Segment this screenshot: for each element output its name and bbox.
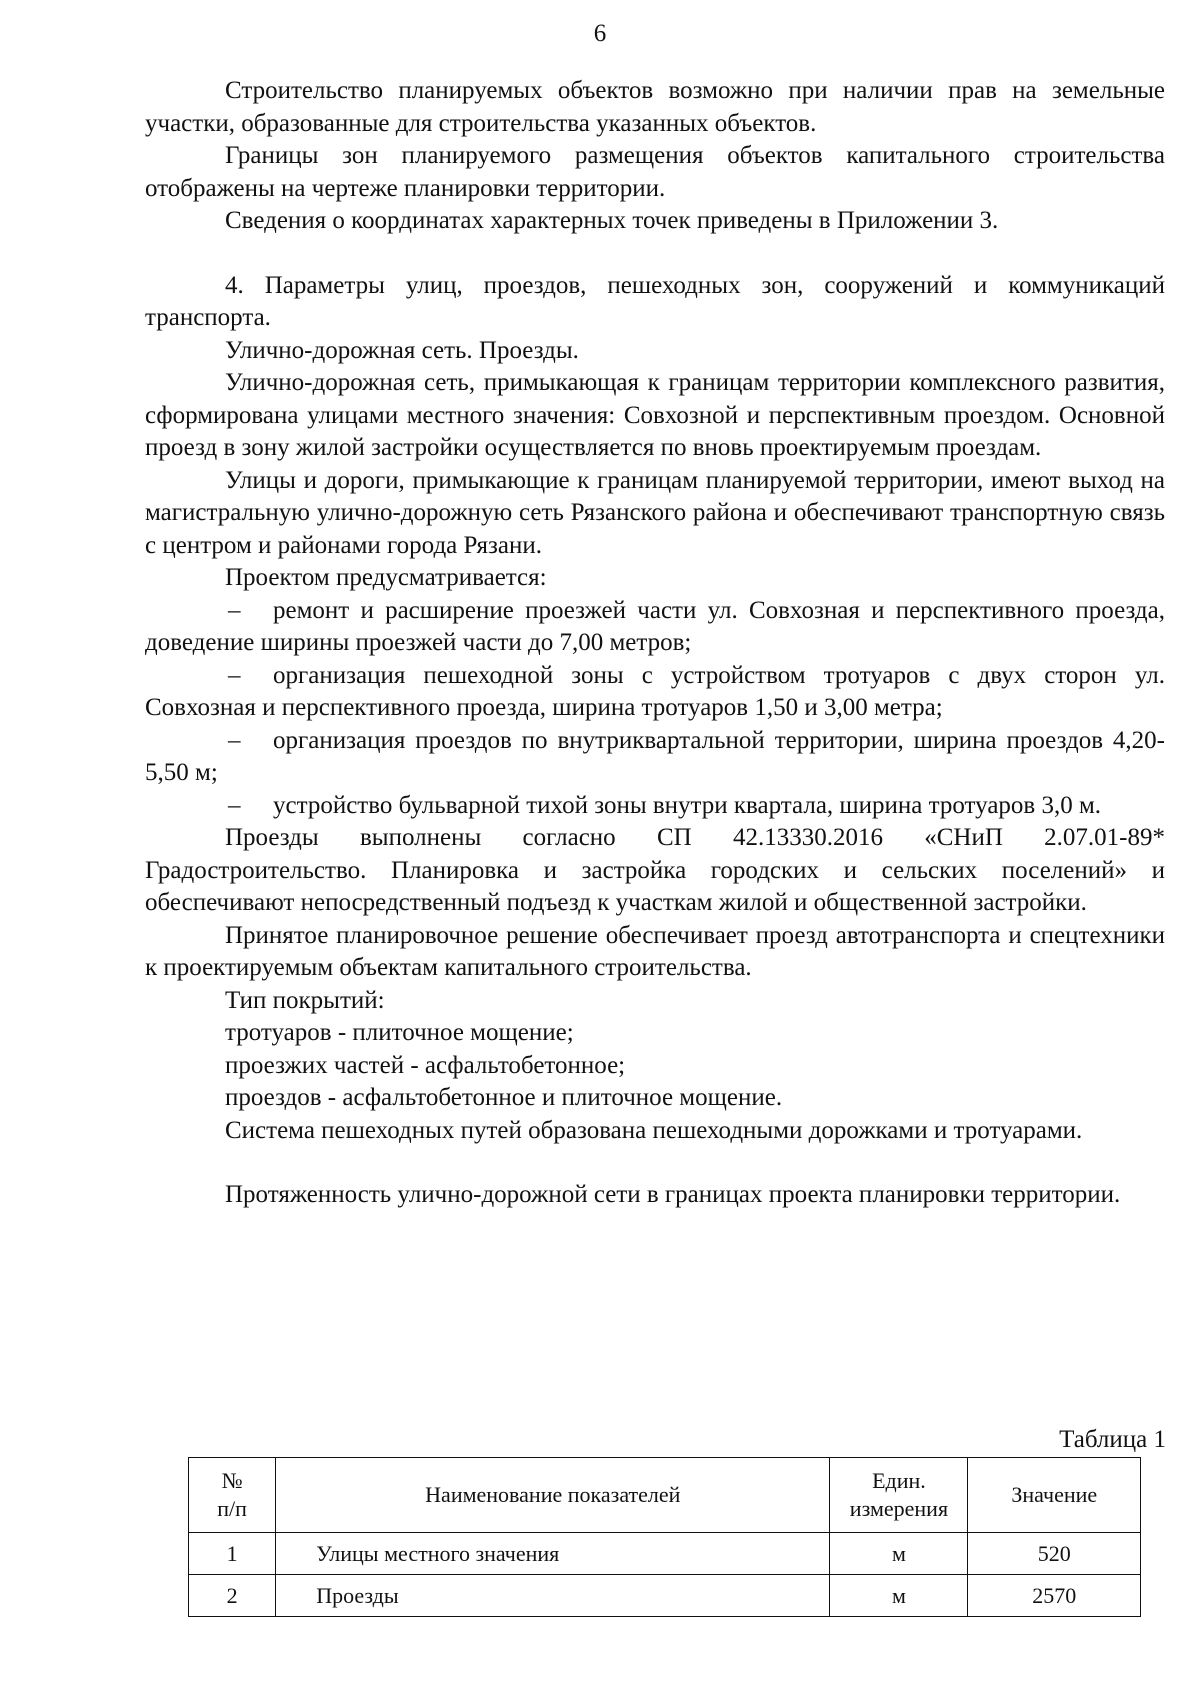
cell-name: Улицы местного значения xyxy=(276,1533,830,1575)
cell-num: 2 xyxy=(189,1575,276,1617)
list-item-text: организация пешеходной зоны с устройством тротуаров с двух сторон ул. Совхозная и перспективного проезда, ширина тротуаров 1,50 и 3,00 метра; xyxy=(145,661,1165,721)
document-body xyxy=(145,75,1165,1212)
cell-unit: м xyxy=(830,1533,968,1575)
list-item xyxy=(145,660,1165,725)
paragraph: Границы зон планируемого размещения объектов капитального строительства отображены на чертеже планировки территории. xyxy=(145,142,1165,202)
list-item-text: ремонт и расширение проезжей части ул. Совхозная и перспективного проезда, доведение ширины проезжей части до 7,00 метров; xyxy=(145,596,1165,656)
paragraph: проезжих частей - асфальтобетонное; xyxy=(225,1051,626,1079)
list-item xyxy=(145,595,1165,660)
header-name: Наименование показателей xyxy=(276,1458,830,1533)
header-num: № п/п xyxy=(189,1458,276,1533)
paragraph: Строительство планируемых объектов возможно при наличии прав на земельные участки, образованные для строительства указанных объектов. xyxy=(145,77,1165,137)
cell-unit: м xyxy=(830,1575,968,1617)
table-row xyxy=(189,1533,1141,1575)
table-caption: Таблица 1 xyxy=(1059,1426,1166,1453)
list-dash: – xyxy=(228,596,241,624)
header-value: Значение xyxy=(968,1458,1141,1533)
paragraph: тротуаров - плиточное мощение; xyxy=(225,1019,574,1046)
paragraph: Система пешеходных путей образована пешеходными дорожками и тротуарами. xyxy=(225,1116,1083,1144)
table-row xyxy=(189,1575,1141,1617)
paragraph: проездов - асфальтобетонное и плиточное мощение. xyxy=(225,1084,783,1111)
header-unit: Един. измерения xyxy=(830,1458,968,1533)
list-dash: – xyxy=(228,791,241,819)
section-heading: 4. Параметры улиц, проездов, пешеходных зон, сооружений и коммуникаций транспорта. xyxy=(145,271,1165,331)
paragraph: Протяженность улично-дорожной сети в границах проекта планировки территории. xyxy=(225,1181,1121,1208)
paragraph: Улицы и дороги, примыкающие к границам планируемой территории, имеют выход на магистральную улично-дорожную сеть Рязанского района и обеспечивают транспортную связь с центром и районами города Рязани. xyxy=(145,466,1165,559)
cell-num: 1 xyxy=(189,1533,276,1575)
paragraph: Проектом предусматривается: xyxy=(225,564,547,591)
list-dash: – xyxy=(228,726,241,754)
indicators-table xyxy=(188,1457,1141,1617)
subheading: Улично-дорожная сеть. Проезды. xyxy=(225,336,579,364)
list-item xyxy=(145,790,1165,823)
list-item-text: организация проездов по внутриквартальной территории, ширина проездов 4,20-5,50 м; xyxy=(145,726,1165,786)
page-number: 6 xyxy=(593,20,607,47)
paragraph: Принятое планировочное решение обеспечивает проезд автотранспорта и спецтехники к проектируемым объектам капитального строительства. xyxy=(145,921,1165,981)
cell-value: 520 xyxy=(968,1533,1141,1575)
paragraph: Сведения о координатах характерных точек приведены в Приложении 3. xyxy=(225,207,999,234)
list-item-text: устройство бульварной тихой зоны внутри квартала, ширина тротуаров 3,0 м. xyxy=(273,791,1102,819)
table-header-row xyxy=(189,1458,1141,1533)
list-dash: – xyxy=(228,661,241,689)
list-item xyxy=(145,725,1165,790)
cell-value: 2570 xyxy=(968,1575,1141,1617)
paragraph: Проезды выполнены согласно СП 42.13330.2016 «СНиП 2.07.01-89* Градостроительство. Планировка и застройка городских и сельских поселений» и обеспечивают непосредственный подъезд к участкам жилой и общественной застройки. xyxy=(145,824,1165,916)
paragraph: Тип покрытий: xyxy=(225,986,385,1014)
cell-name: Проезды xyxy=(276,1575,830,1617)
paragraph: Улично-дорожная сеть, примыкающая к границам территории комплексного развития, сформирована улицами местного значения: Совхозной и перспективным проездом. Основной проезд в зону жилой застройки осуществляется по вновь проектируемым проездам. xyxy=(145,369,1165,461)
